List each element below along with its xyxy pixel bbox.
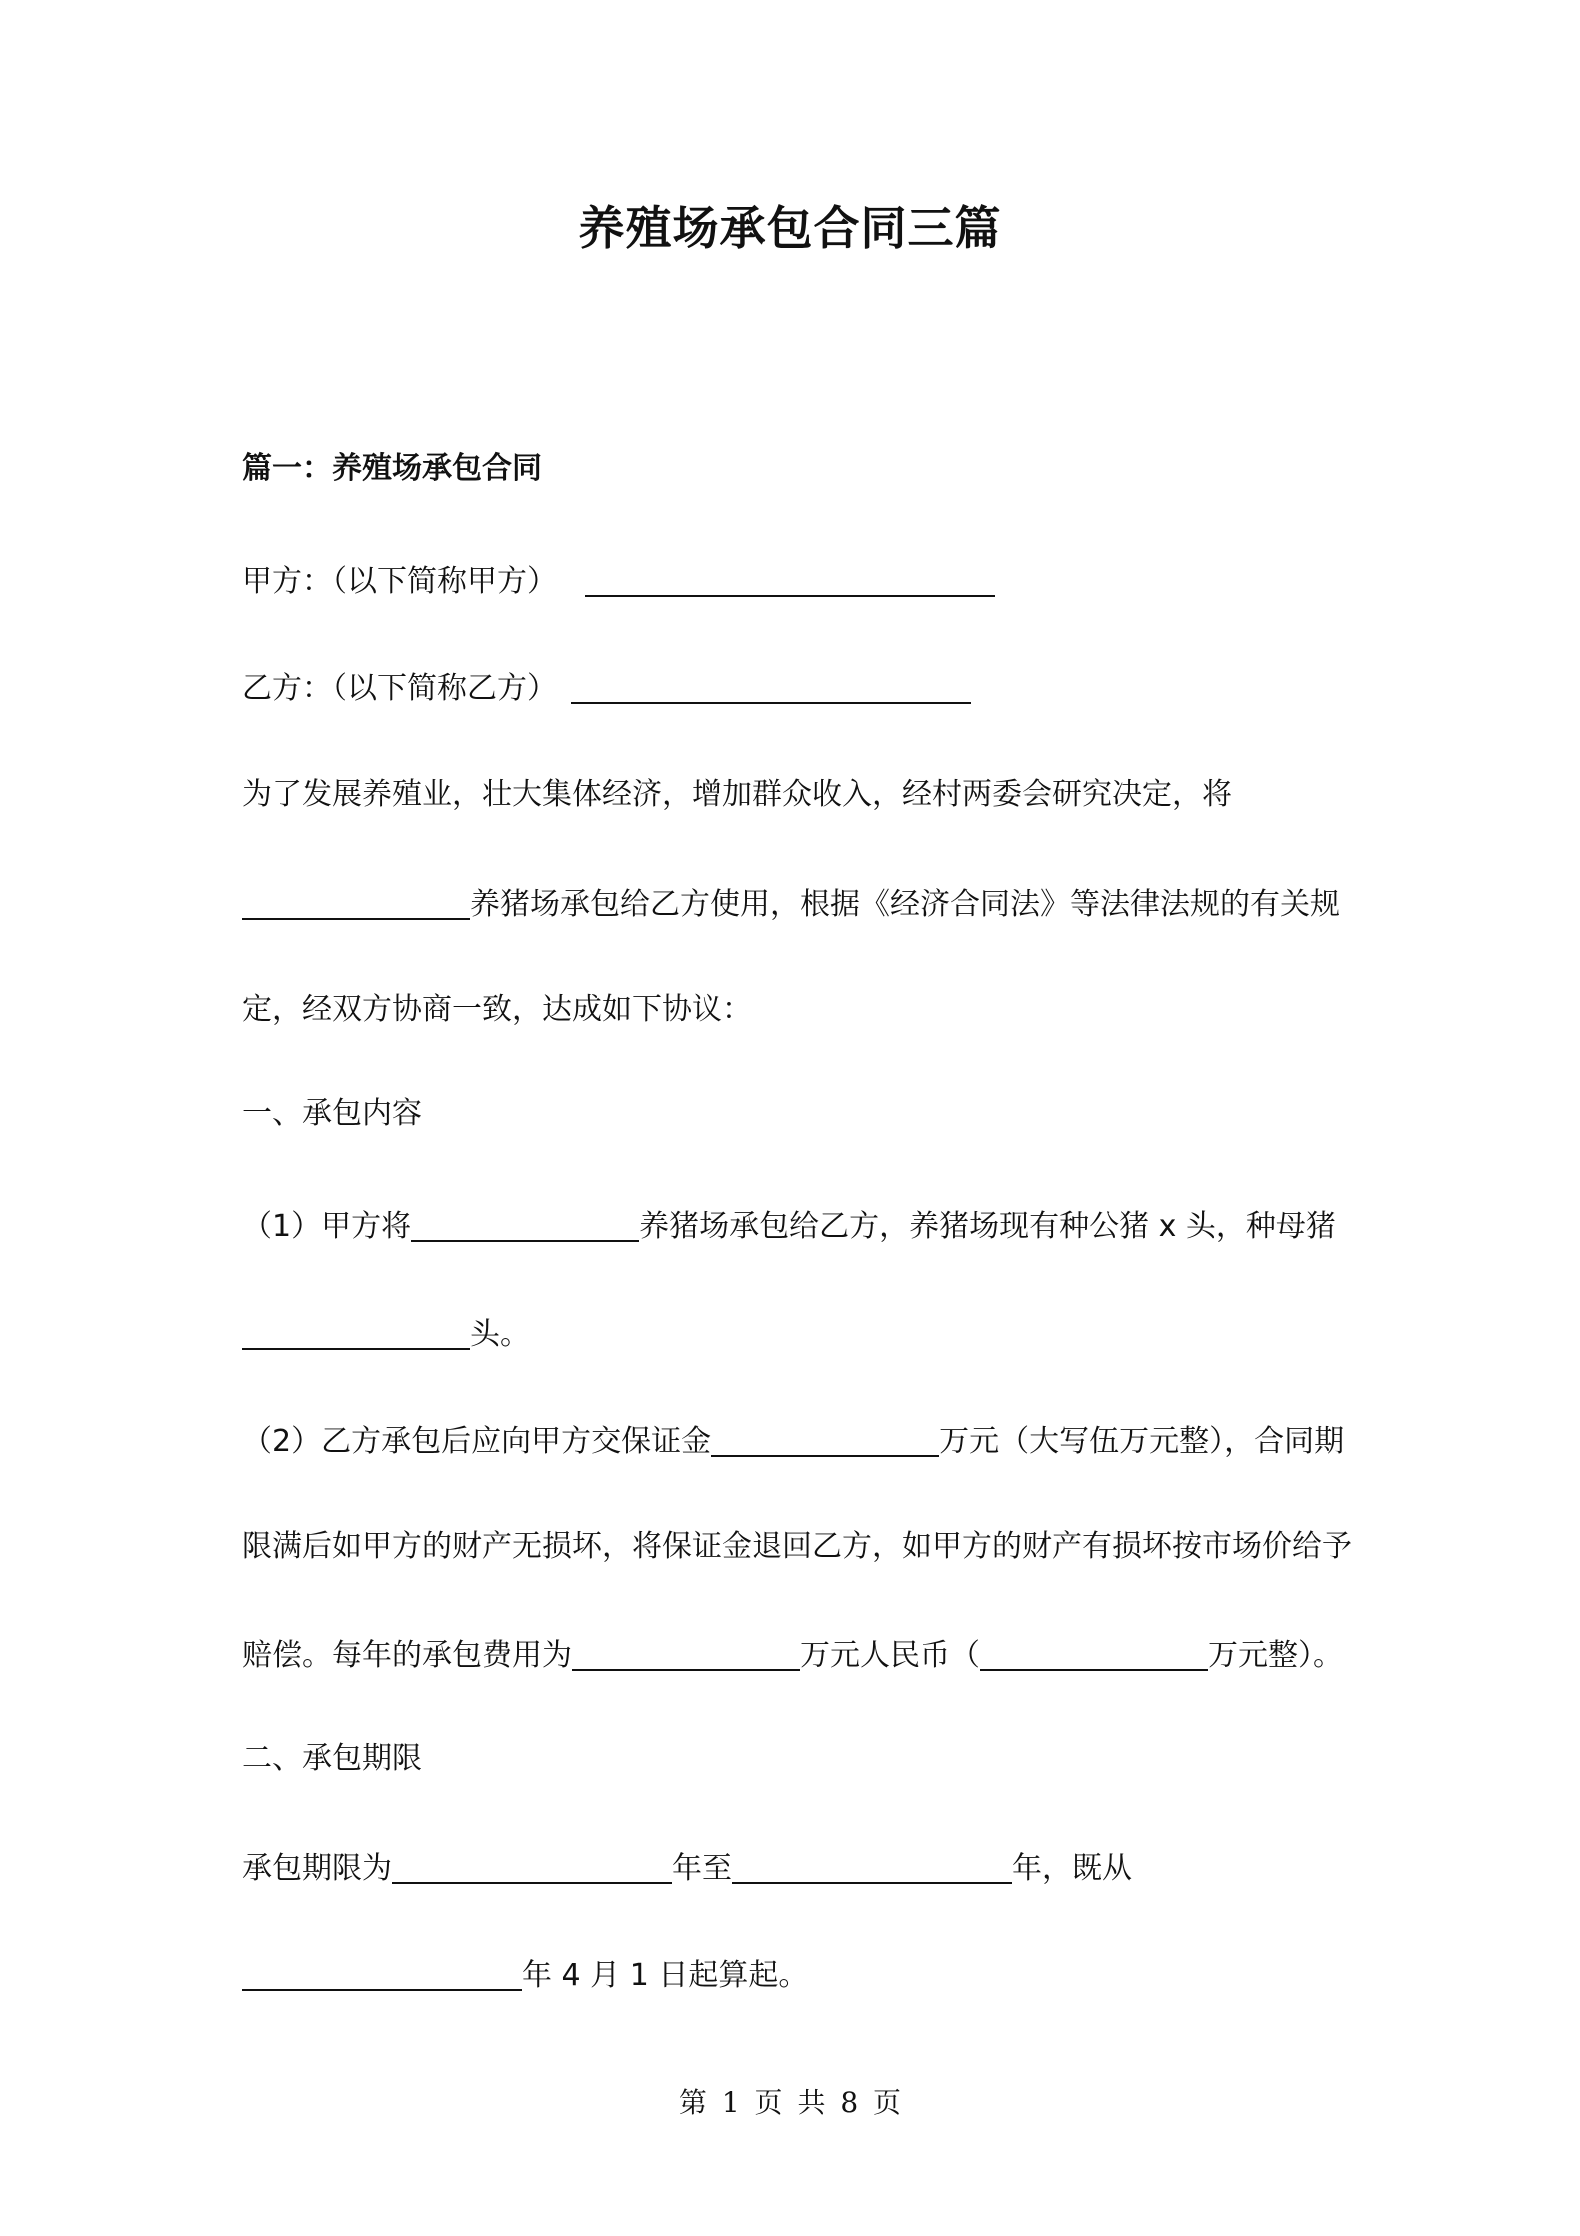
term-start-blank (392, 1852, 672, 1884)
term-text-a: 承包期限为 (242, 1851, 392, 1886)
party-a-blank (585, 565, 995, 597)
term-text-c: 年，既从 (1012, 1851, 1132, 1886)
clause-2-line-2: 限满后如甲方的财产无损坏，将保证金退回乙方，如甲方的财产有损坏按市场价给予 (242, 1529, 1352, 1564)
intro-line-1: 为了发展养殖业，壮大集体经济，增加群众收入，经村两委会研究决定，将 (242, 777, 1232, 812)
clause-2-line-3 (242, 1635, 1342, 1677)
party-b-line (242, 668, 1342, 710)
party-a-label: 甲方：（以下简称甲方） (242, 564, 557, 599)
term-line-2 (242, 1955, 1342, 1997)
clause-2-text-b: 万元（大写伍万元整），合同期 (939, 1424, 1345, 1459)
party-b-blank (571, 672, 971, 704)
party-b-label: 乙方：（以下简称乙方） (242, 671, 557, 706)
clause-2-text-d: 赔偿。每年的承包费用为 (242, 1638, 572, 1673)
clause-2-text-f: 万元整）。 (1208, 1638, 1343, 1673)
intro-line-2 (242, 884, 1342, 926)
term-end-blank (732, 1852, 1012, 1884)
deposit-blank (711, 1425, 939, 1457)
clause-1-text-b: 养猪场承包给乙方，养猪场现有种公猪 x 头，种母猪 (639, 1209, 1336, 1244)
clause-1-blank-1 (411, 1210, 639, 1242)
term-from-blank (242, 1959, 522, 1991)
clause-2-line-1 (242, 1421, 1345, 1463)
section-heading: 篇一：养殖场承包合同 (242, 451, 542, 486)
heading-contract-term: 二、承包期限 (242, 1741, 422, 1776)
term-line-1 (242, 1848, 1342, 1890)
clause-2-text-a: （2）乙方承包后应向甲方交保证金 (242, 1424, 712, 1459)
clause-2-text-e: 万元人民币（ (800, 1638, 980, 1673)
heading-contract-content: 一、承包内容 (242, 1096, 422, 1131)
annual-fee-blank (572, 1639, 800, 1671)
intro-text-2: 养猪场承包给乙方使用，根据《经济合同法》等法律法规的有关规 (470, 887, 1340, 922)
term-text-b: 年至 (672, 1851, 732, 1886)
clause-1-blank-2 (242, 1318, 470, 1350)
annual-fee-words-blank (980, 1639, 1208, 1671)
clause-1-text-a: （1）甲方将 (242, 1209, 412, 1244)
party-a-line (242, 561, 1342, 603)
intro-line-3: 定，经双方协商一致，达成如下协议： (242, 992, 752, 1027)
term-text-d: 年 4 月 1 日起算起。 (522, 1958, 809, 1993)
page-number: 第 1 页 共 8 页 (678, 2086, 902, 2119)
farm-name-blank (242, 888, 470, 920)
document-title: 养殖场承包合同三篇 (578, 201, 1002, 255)
clause-1-line-1 (242, 1206, 1342, 1248)
clause-1-text-c: 头。 (470, 1317, 530, 1352)
clause-1-line-2 (242, 1314, 1342, 1356)
